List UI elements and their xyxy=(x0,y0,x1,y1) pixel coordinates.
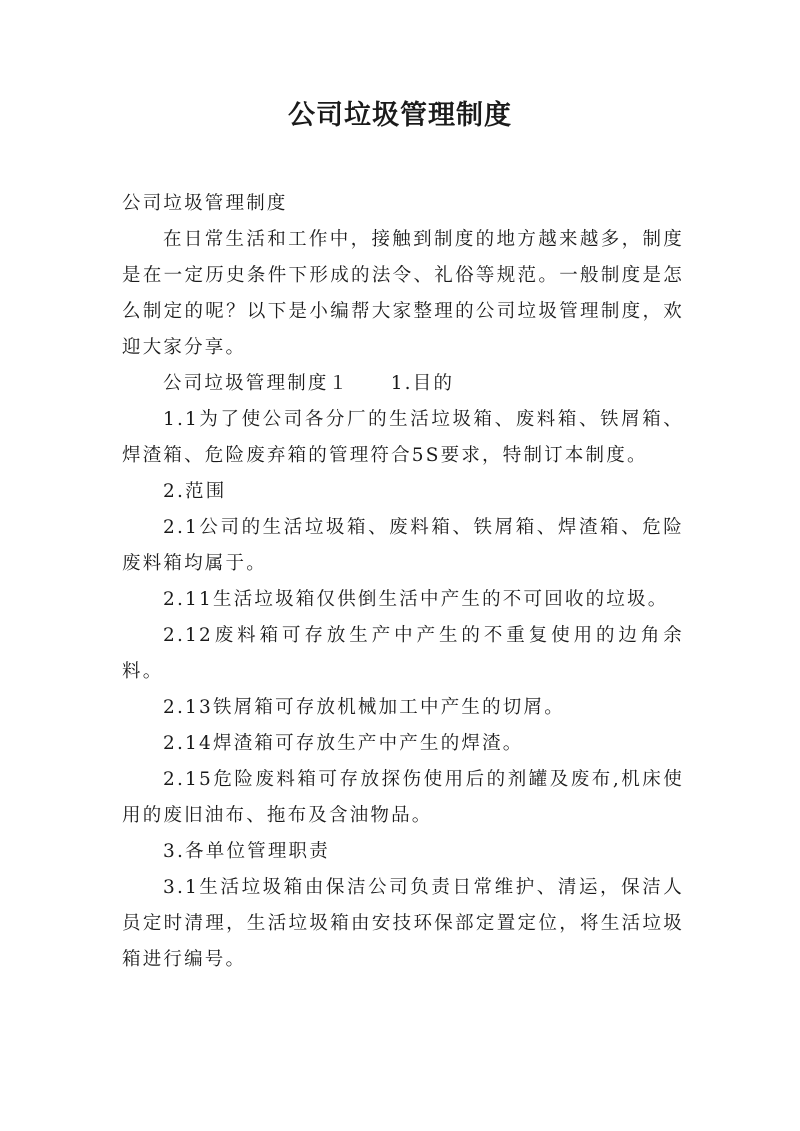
paragraph-2-15: 2.15危险废料箱可存放探伤使用后的剂罐及废布,机床使用的废旧油布、拖布及含油物品。 xyxy=(122,769,684,826)
intro-paragraph: 在日常生活和工作中，接触到制度的地方越来越多，制度是在一定历史条件下形成的法令、礼俗等规范。一般制度是怎么制定的呢？以下是小编帮大家整理的公司垃圾管理制度，欢迎大家分享。 xyxy=(122,229,684,358)
paragraph-2-14: 2.14焊渣箱可存放生产中产生的焊渣。 xyxy=(163,733,524,754)
paragraph-2-1: 2.1公司的生活垃圾箱、废料箱、铁屑箱、焊渣箱、危险废料箱均属于。 xyxy=(122,517,684,574)
document-body xyxy=(122,186,684,978)
paragraph-3-1: 3.1生活垃圾箱由保洁公司负责日常维护、清运，保洁人员定时清理，生活垃圾箱由安技环保部定置定位，将生活垃圾箱进行编号。 xyxy=(122,877,684,970)
paragraph-purpose-heading: 公司垃圾管理制度１ 1.目的 xyxy=(163,373,455,394)
paragraph-2-11: 2.11生活垃圾箱仅供倒生活中产生的不可回收的垃圾。 xyxy=(163,589,669,610)
paragraph-scope-heading: 2.范围 xyxy=(163,481,227,502)
section-heading: 公司垃圾管理制度 xyxy=(122,193,288,214)
paragraph-responsibility-heading: 3.各单位管理职责 xyxy=(163,841,330,862)
paragraph-2-12: 2.12废料箱可存放生产中产生的不重复使用的边角余料。 xyxy=(122,625,684,682)
paragraph-1-1: 1.1为了使公司各分厂的生活垃圾箱、废料箱、铁屑箱、焊渣箱、危险废弃箱的管理符合5S要求，特制订本制度。 xyxy=(122,409,684,466)
document-title: 公司垃圾管理制度 xyxy=(288,100,512,131)
paragraph-2-13: 2.13铁屑箱可存放机械加工中产生的切屑。 xyxy=(163,697,565,718)
